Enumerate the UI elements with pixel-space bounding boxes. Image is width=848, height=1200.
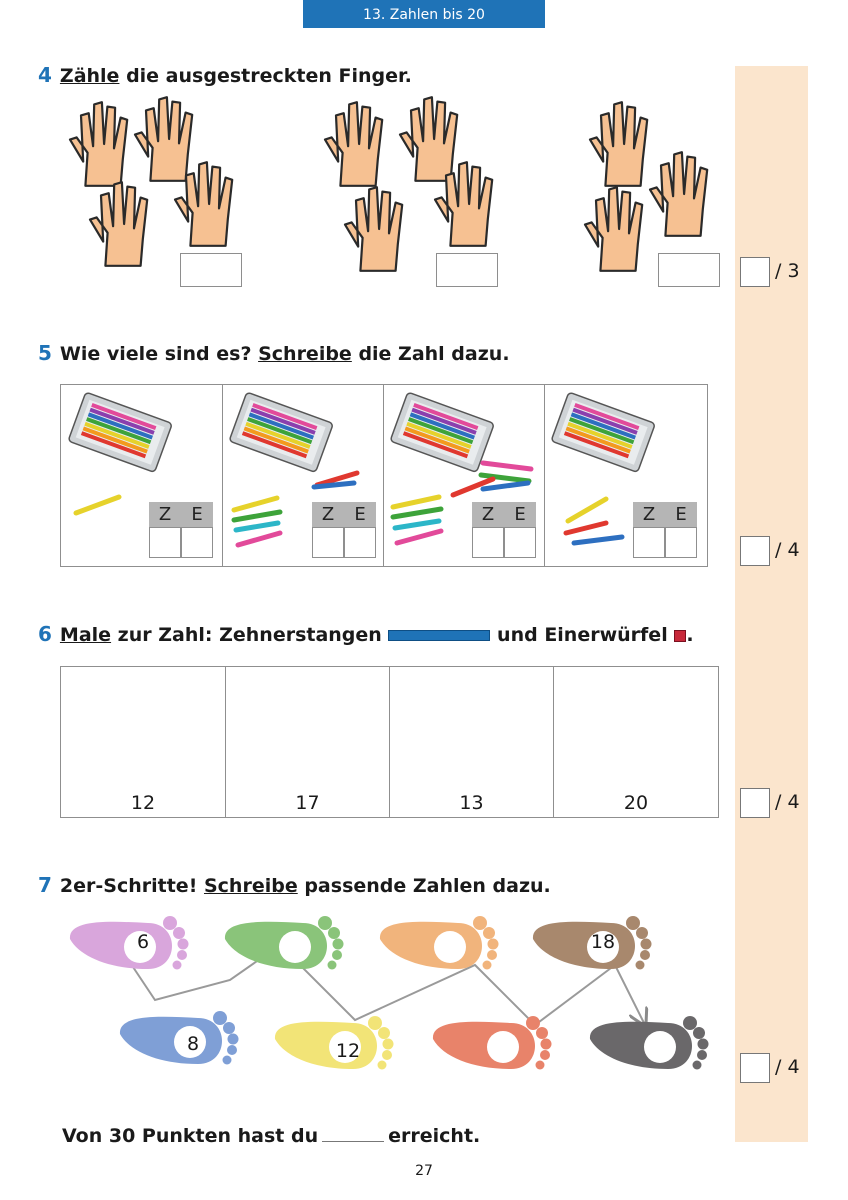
footprint-toe [328,927,340,939]
footprint-toe [318,916,332,930]
score-box[interactable] [740,788,770,818]
score-max: / 3 [775,260,800,282]
footprint-number-spot [644,1031,676,1063]
ze-head-e: E [504,502,536,527]
ze-head-e: E [344,502,376,527]
footprint-toe [228,1034,239,1045]
footprint [70,916,189,970]
pencil-cell-1 [61,385,223,566]
footprint-sole [533,922,635,969]
task-6-title [38,622,694,646]
footprint-number-spot [487,1031,519,1063]
drawing-cell-4[interactable] [554,667,718,817]
footprint-toe [173,961,182,970]
footprint-toe [223,1022,235,1034]
summary-line [62,1125,480,1147]
drawing-grid [60,666,719,818]
points-blank[interactable] [322,1127,384,1142]
task-5-text-a: Wie viele sind es? [59,343,259,365]
footprint-toe [698,1039,709,1050]
footprint-toe [328,961,337,970]
ze-input-e[interactable] [344,527,376,558]
footprint-toe [626,916,640,930]
task-6-number: 6 [38,622,52,646]
task-7-text-a: 2er-Schritte! [59,875,204,897]
footprint [275,1016,394,1070]
score-max: / 4 [775,539,800,561]
footprint-number-spot [174,1026,206,1058]
target-number: 13 [459,792,484,814]
footprint [225,916,344,970]
hands-illustration [58,95,728,290]
footprint-toe [540,1050,550,1060]
page-number: 27 [415,1163,433,1179]
task-6-text-a: zur Zahl: Zehnerstangen [111,624,389,646]
footprint-toe [332,950,342,960]
footprint-toe [488,939,499,950]
target-number: 20 [623,792,649,814]
footprint-toe [227,1045,237,1055]
summary-text-b: erreicht. [388,1125,481,1147]
score-max: / 4 [775,791,800,813]
foot-number: 8 [186,1033,200,1055]
footprint-sole [120,1017,222,1064]
footprint-toe [483,961,492,970]
target-number: 17 [295,792,320,814]
task-4-text: die ausgestreckten Finger. [119,65,412,87]
ze-table [149,502,213,558]
ze-table [312,502,376,558]
ze-input-e[interactable] [181,527,213,558]
footprint-toe [213,1011,227,1025]
footprint-toe [382,1050,392,1060]
footprint-sole [225,922,327,969]
footprint-toe [173,927,185,939]
footprint-toe [693,1061,702,1070]
foot-number: 6 [136,931,150,953]
footprint-toe [368,1016,382,1030]
hand-group-3 [585,102,707,271]
task-5-title [38,341,510,365]
task-4-score [740,257,808,287]
ze-head-z: Z [312,502,344,527]
foot-number: 18 [590,931,616,953]
answer-box-hands-2[interactable] [436,253,498,287]
ze-input-z[interactable] [472,527,504,558]
footprint-number-spot [434,931,466,963]
footprint [590,1016,709,1070]
footprint-sole [590,1022,692,1069]
task-6-score [740,788,808,818]
footprint-number-spot [124,931,156,963]
footprint-toe [163,916,177,930]
footprint [533,916,652,970]
footprint-number-spot [329,1031,361,1063]
task-7-score [740,1053,808,1083]
footprint-toe [178,939,189,950]
drawing-cell-1[interactable] [61,667,226,817]
footprint-sole [70,922,172,969]
task-7-number: 7 [38,873,52,897]
ze-head-e: E [665,502,697,527]
score-box[interactable] [740,257,770,287]
task-6-text-b: und Einerwürfel [490,624,675,646]
score-max: / 4 [775,1056,800,1078]
footprint-number-spot [279,931,311,963]
footprint-toe [333,939,344,950]
ze-head-e: E [181,502,213,527]
pencil-cell-4 [544,385,705,566]
pencil-grid [60,384,708,567]
task-5-verb: Schreibe [258,343,352,365]
task-7-text-b: passende Zahlen dazu. [297,875,551,897]
ze-input-z[interactable] [312,527,344,558]
footprint-sole [433,1022,535,1069]
footprint-toe [641,939,652,950]
ze-input-e[interactable] [504,527,536,558]
footprint-sole [275,1022,377,1069]
footprint-toe [487,950,497,960]
foot-number: 12 [335,1040,361,1062]
footprint-toe [683,1016,697,1030]
hand-group-1 [70,97,232,266]
ze-input-e[interactable] [665,527,697,558]
score-box[interactable] [740,1053,770,1083]
footprint-toe [526,1016,540,1030]
footprint-toe [636,927,648,939]
task-5-number: 5 [38,341,52,365]
ze-head-z: Z [633,502,665,527]
answer-box-hands-3[interactable] [658,253,720,287]
ze-head-z: Z [472,502,504,527]
pencil-cell-3 [383,385,545,566]
answer-box-hands-1[interactable] [180,253,242,287]
pencil-cell-2 [222,385,384,566]
task-5-text-b: die Zahl dazu. [351,343,510,365]
summary-text-a: Von 30 Punkten hast du [62,1125,319,1147]
footprint-toe [177,950,187,960]
footprint-path [55,905,725,1090]
footprint-toe [536,1027,548,1039]
task-5-score [740,536,808,566]
task-4-title [38,63,412,87]
task-6-text-c: . [686,624,694,646]
task-4-verb: Zähle [59,65,120,87]
target-number: 12 [130,792,156,814]
footprint-toe [473,916,487,930]
footprint-toe [483,927,495,939]
footprint-toe [640,950,650,960]
footprint-toe [223,1056,232,1065]
footprint-toe [541,1039,552,1050]
ze-input-z[interactable] [149,527,181,558]
ze-table [633,502,697,558]
ze-table [472,502,536,558]
ten-rod-icon [388,630,490,641]
task-4-number: 4 [38,63,52,87]
task-7-title [38,873,551,897]
score-strip [735,66,808,1142]
footprint [380,916,499,970]
ze-head-z: Z [149,502,181,527]
footprint-toe [697,1050,707,1060]
ze-input-z[interactable] [633,527,665,558]
footprint-toe [383,1039,394,1050]
score-box[interactable] [740,536,770,566]
task-6-verb: Male [59,624,112,646]
drawing-cell-3[interactable] [390,667,554,817]
footprint-toe [378,1027,390,1039]
footprint-toe [378,1061,387,1070]
chapter-header: 13. Zahlen bis 20 [303,0,545,28]
footprint-sole [380,922,482,969]
drawing-cell-2[interactable] [226,667,390,817]
hand-group-2 [325,97,492,271]
task-7-verb: Schreibe [203,875,298,897]
footprint [433,1016,552,1070]
unit-cube-icon [674,630,686,642]
footprint-number-spot [587,931,619,963]
footprint-toe [693,1027,705,1039]
footprint [120,1011,239,1065]
footprint-toe [536,1061,545,1070]
footprint-toe [636,961,645,970]
